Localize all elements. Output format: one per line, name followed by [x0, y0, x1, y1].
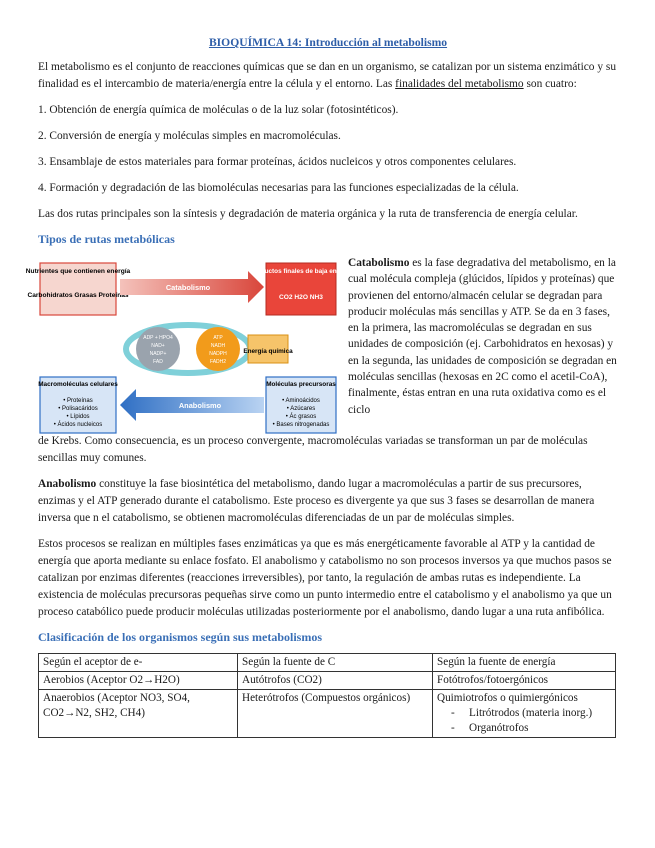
precursor-item-2: • Azúcares: [286, 406, 316, 412]
catabolism-paragraph: Catabolismo es la fase degradativa del metabolismo, en la cual molécula compleja (glúcidos, lípidos y proteínas) que provienen del entorno/almacén celular se degradan para producir moléculas más sencillas y ATP. Se da en 3 fases, en la primera, las macromoléculas se degradan en sus unidades de composición (ej. Carbohidratos en hexosas) y en la segunda, las unidades de composición se degradan en moléculas sencillas (hexosas en 2C como el acetil-CoA), finalmente, éstas entran en una ruta oxidativa como es el ciclo: [348, 257, 617, 416]
table-row: [39, 672, 616, 690]
intro-paragraph: El metabolismo es el conjunto de reacciones químicas que se dan en un organismo, se catalizan por un sistema enzimático y su finalidad es el intercambio de materia/energía entre la célula y el entorno. Las finalidades del metabolismo son cuatro:: [38, 61, 617, 90]
section-heading-classification: Clasificación de los organismos según sus metabolismos: [38, 630, 323, 644]
energy-source-list: [437, 706, 611, 736]
nad-label: NAD+: [151, 343, 165, 349]
precursor-item-3: • Ác grasos: [285, 414, 317, 420]
purpose-3: 3. Ensamblaje de estos materiales para formar proteínas, ácidos nucleicos y otros componentes celulares.: [38, 156, 517, 168]
catabolism-tail: de Krebs. Como consecuencia, es un proceso convergente, macromoléculas variadas se transforman un par de moléculas sencillas muy comunes.: [38, 435, 588, 464]
table-cell: [433, 690, 616, 738]
table-header-row: [39, 654, 616, 672]
table-cell: Anaerobios (Aceptor NO3, SO4, CO2→N2, SH2, CH4): [39, 690, 238, 738]
fad-label: FAD: [153, 359, 163, 365]
nutrients-items: Carbohidratos Grasas Proteínas: [27, 292, 129, 299]
macro-item-2: • Polisacáridos: [58, 406, 98, 412]
catabolism-label: Catabolismo: [165, 283, 211, 292]
processes-paragraph: Estos procesos se realizan en múltiples fases enzimáticas ya que es más energéticamente favorable al ATP y la cantidad de energía que aporta mediante su enlace fosfato. El anabolismo y catabolismo no son procesos inversos ya que muchos pasos se catalizan por enzimas diferentes (reacciones irreversibles), por tanto, la regulación de ambas rutas es independiente. La existencia de moléculas precursoras pequeñas sirve como un punto intermedio entre el catabolismo y el anabolismo ya que un proceso catabólico puede producir moléculas utilizadas posteriormente por el anabolismo, dando lugar a una ruta anfibólica.: [38, 538, 612, 618]
list-item: - Litrótrodos (materia inorg.): [473, 706, 611, 721]
table-header-cell: Según el aceptor de e-: [39, 654, 238, 672]
anabolism-term: Anabolismo: [38, 478, 97, 490]
anabolism-paragraph: Anabolismo constituye la fase biosintética del metabolismo, dando lugar a macromoléculas a partir de sus precursores, enzimas y el ATP generado durante el catabolismo. Este proceso es divergente ya que sus 3 fases se desarrollan de manera inversa que n el catabolismo, se obtienen macromoléculas diferenciadas de un par de moléculas simples.: [38, 478, 595, 524]
products-items: CO2 H2O NH3: [279, 294, 323, 301]
page-title: BIOQUÍMICA 14: Introducción al metabolismo: [208, 36, 448, 49]
precursor-item-1: • Aminoácidos: [282, 398, 320, 404]
chemical-energy-label: Energía química: [243, 348, 293, 355]
precursor-title: Moléculas precursoras: [266, 381, 336, 388]
nutrients-title: Nutrientes que contienen energía: [25, 268, 131, 275]
table-row: [39, 690, 616, 738]
table-header-cell: Según la fuente de C: [238, 654, 433, 672]
anabolism-label: Anabolismo: [178, 401, 222, 410]
table-cell: Aerobios (Aceptor O2→H2O): [39, 672, 238, 690]
table-cell: Heterótrofos (Compuestos orgánicos): [238, 690, 433, 738]
energy-source-label: Quimiotrofos o quimiergónicos: [437, 692, 578, 704]
table-header-cell: Según la fuente de energía: [433, 654, 616, 672]
products-title: Productos finales de baja energía: [250, 268, 352, 275]
purpose-1: 1. Obtención de energía química de moléculas o de la luz solar (fotosintéticos).: [38, 104, 399, 116]
metabolism-diagram: [25, 259, 352, 435]
section-heading-types: Tipos de rutas metabólicas: [38, 232, 175, 246]
table-cell: Autótrofos (CO2): [238, 672, 433, 690]
catabolism-block: [25, 255, 618, 433]
document-page: [25, 36, 618, 738]
macromolecules-title: Macromoléculas celulares: [38, 381, 118, 388]
macro-item-4: • Ácidos nucleicos: [53, 422, 103, 428]
purpose-4: 4. Formación y degradación de las biomoléculas necesarias para las funciones especializadas de la célula.: [38, 182, 519, 194]
adp-label: ADP + HPO4: [143, 335, 173, 341]
nadh-label: NADH: [210, 343, 226, 349]
list-item: - Organótrofos: [473, 721, 611, 736]
classification-table: [38, 653, 616, 738]
macro-item-1: • Proteínas: [63, 398, 93, 404]
two-routes-paragraph: Las dos rutas principales son la síntesis y degradación de materia orgánica y la ruta de transferencia de energía celular.: [38, 208, 578, 220]
table-cell: Fotótrofos/fotoergónicos: [433, 672, 616, 690]
macro-item-3: • Lípidos: [66, 414, 90, 420]
finalidades-underlined: finalidades del metabolismo: [395, 78, 524, 90]
nadph-label: NADPH: [209, 351, 227, 357]
purpose-2: 2. Conversión de energía y moléculas simples en macromoléculas.: [38, 130, 341, 142]
nadp-label: NADP+: [149, 351, 167, 357]
precursor-item-4: • Bases nitrogenadas: [272, 422, 330, 428]
fadh2-label: FADH2: [209, 359, 227, 365]
atp-label: ATP: [213, 335, 223, 341]
catabolism-term: Catabolismo: [348, 257, 410, 269]
